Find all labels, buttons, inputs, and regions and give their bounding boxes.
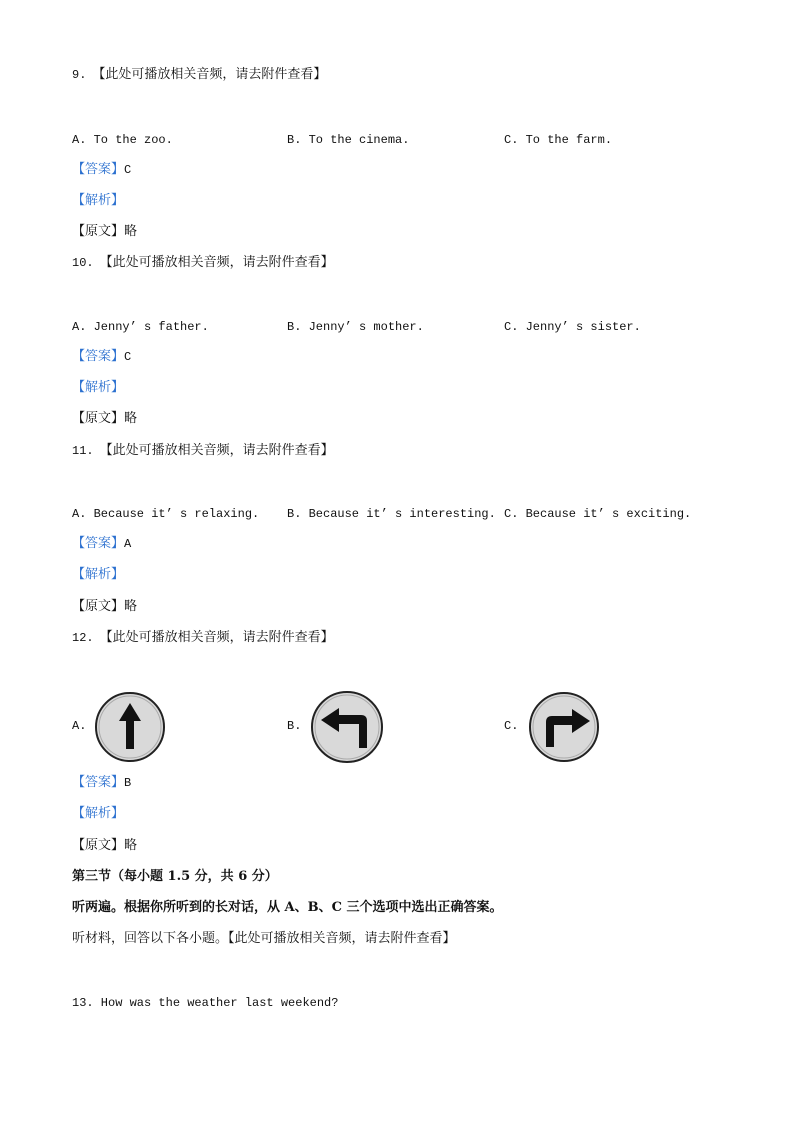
q12-original-row: [72, 837, 137, 855]
q10-option-b: B. Jenny’ s mother.: [287, 320, 424, 334]
question-11-heading: [72, 442, 334, 460]
original-value: 略: [124, 224, 138, 239]
q9-answer-row: [72, 161, 131, 179]
q9-option-c: C. To the farm.: [504, 133, 613, 147]
q10-option-a: A. Jenny’ s father.: [72, 320, 209, 334]
q10-original-row: [72, 410, 137, 428]
q11-option-c: C. Because it’ s exciting.: [504, 507, 692, 521]
original-value: 略: [124, 411, 138, 426]
q11-option-b: B. Because it’ s interesting.: [287, 507, 496, 521]
q9-option-b: B. To the cinema.: [287, 133, 410, 147]
audio-notice: 【此处可播放相关音频，请去附件查看】: [228, 931, 456, 946]
q12-option-c-letter: C.: [504, 719, 519, 733]
q9-original-row: [72, 223, 137, 241]
original-value: 略: [124, 599, 138, 614]
answer-value: A: [124, 537, 132, 551]
question-13: 13. How was the weather last weekend?: [72, 996, 339, 1010]
material-text: 听材料，回答以下各小题。: [72, 931, 229, 946]
q12-answer-row: [72, 774, 131, 792]
q11-original-row: [72, 598, 137, 616]
answer-label: 【答案】: [72, 349, 125, 364]
question-9-heading: [72, 66, 326, 84]
q9-analysis-label: 【解析】: [72, 193, 125, 208]
answer-label: 【答案】: [72, 775, 125, 790]
question-10-heading: [72, 254, 334, 272]
q10-answer-row: [72, 348, 131, 366]
original-label: 【原文】: [72, 838, 125, 853]
q11-answer-row: [72, 535, 131, 553]
q12-option-a-letter: A.: [72, 719, 87, 733]
q12-option-b-letter: B.: [287, 719, 302, 733]
arrow-straight-up-icon: [93, 691, 167, 763]
question-number: 10.: [72, 256, 94, 270]
question-number: 9.: [72, 68, 87, 82]
q9-option-a: A. To the zoo.: [72, 133, 173, 147]
q12-analysis-label: 【解析】: [72, 806, 125, 821]
original-label: 【原文】: [72, 599, 125, 614]
section-3-material-line: [72, 930, 456, 948]
audio-notice: 【此处可播放相关音频，请去附件查看】: [92, 67, 327, 82]
q10-option-c: C. Jenny’ s sister.: [504, 320, 641, 334]
q11-analysis-label: 【解析】: [72, 567, 125, 582]
audio-notice: 【此处可播放相关音频，请去附件查看】: [99, 443, 334, 458]
section-3-title: 第三节（每小题 1.5 分，共 6 分）: [72, 869, 278, 884]
audio-notice: 【此处可播放相关音频，请去附件查看】: [99, 255, 334, 270]
answer-label: 【答案】: [72, 162, 125, 177]
answer-value: B: [124, 776, 132, 790]
q11-option-a: A. Because it’ s relaxing.: [72, 507, 260, 521]
audio-notice: 【此处可播放相关音频，请去附件查看】: [99, 630, 334, 645]
answer-value: C: [124, 350, 132, 364]
arrow-turn-right-icon: [526, 691, 602, 763]
arrow-turn-left-icon: [309, 690, 385, 764]
q10-analysis-label: 【解析】: [72, 380, 125, 395]
original-value: 略: [124, 838, 138, 853]
original-label: 【原文】: [72, 224, 125, 239]
question-number: 11.: [72, 444, 94, 458]
answer-label: 【答案】: [72, 536, 125, 551]
section-3-instruction: 听两遍。根据你所听到的长对话，从 A、B、C 三个选项中选出正确答案。: [72, 900, 503, 915]
original-label: 【原文】: [72, 411, 125, 426]
answer-value: C: [124, 163, 132, 177]
question-number: 12.: [72, 631, 94, 645]
question-12-heading: [72, 629, 334, 647]
